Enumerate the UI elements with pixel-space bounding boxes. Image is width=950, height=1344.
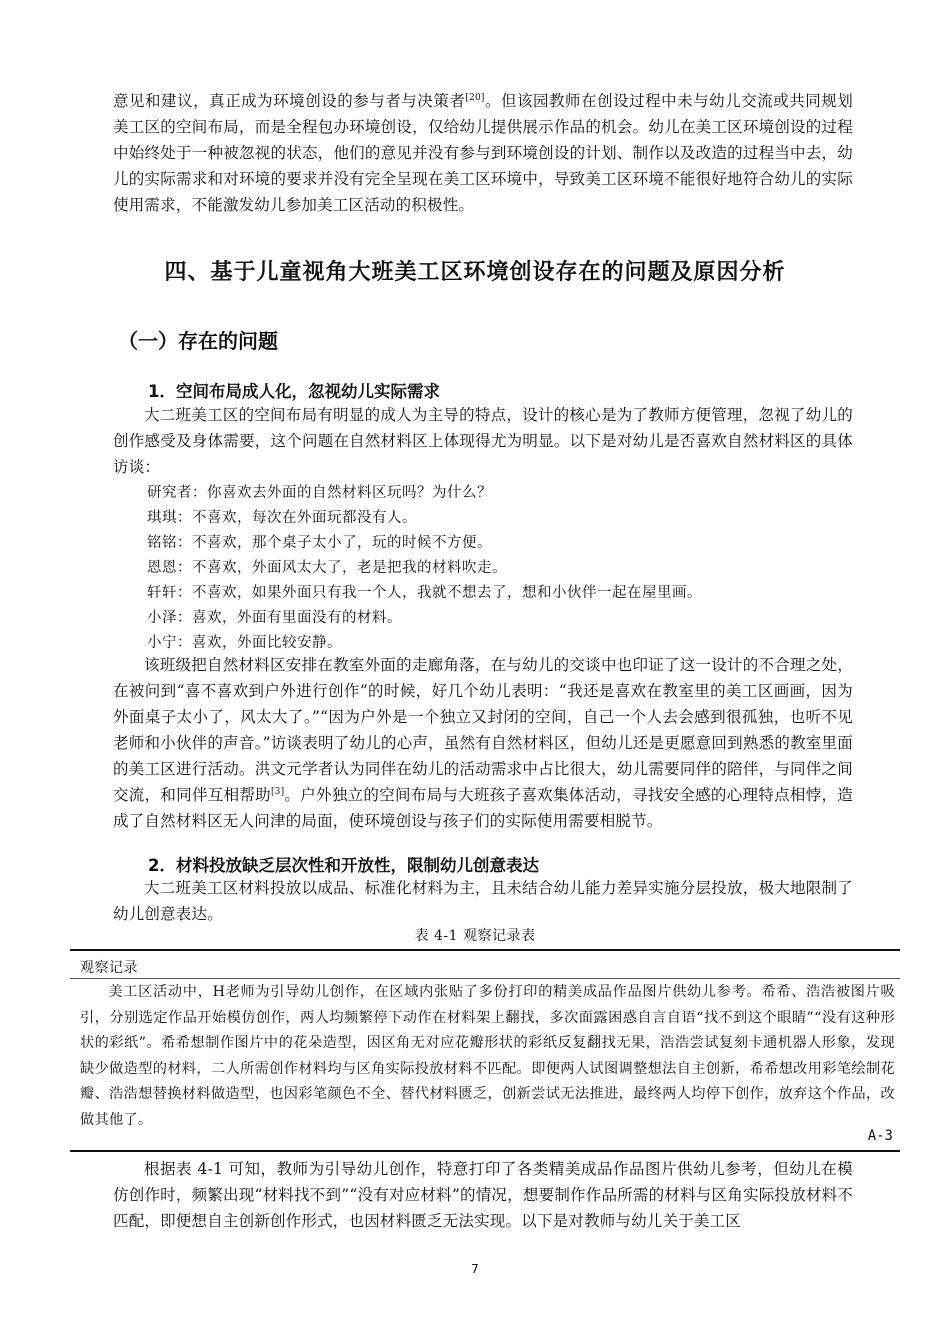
analysis-text-a: 该班级把自然材料区安排在教室外面的走廊角落，在与幼儿的交谈中也印证了这一设计的不合理之处，在被问到“喜不喜欢到户外进行创作”的时候，好几个幼儿表明：“我还是喜欢在教室里的美工区画画，因为外面桌子太小了，风太大了。”“因为户外是一个独立又封闭的空间，自己一个人去会感到很孤独，也听不见老师和小伙伴的声音。”访谈表明了幼儿的心声，虽然有自然材料区，但幼儿还是更愿意回到熟悉的教室里面的美工区进行活动。洪文元学者认为同伴在幼儿的活动需求中占比很大，幼儿需要同伴的陪伴，与同伴之间交流，和同伴互相帮助 <box>113 656 853 804</box>
intro-text-a: 意见和建议，真正成为环境创设的参与者与决策者 <box>113 92 466 110</box>
table-header-rule <box>70 978 900 979</box>
citation-20: [20] <box>465 92 485 103</box>
interview-line: 小泽：喜欢，外面有里面没有的材料。 <box>147 610 402 626</box>
interview-line: 小宁：喜欢，外面比较安静。 <box>147 635 342 651</box>
citation-3: [3] <box>270 786 285 797</box>
interview-line: 琪琪：不喜欢，每次在外面玩都没有人。 <box>147 510 417 526</box>
point2-paragraph: 大二班美工区材料投放以成品、标准化材料为主，且未结合幼儿能力差异实施分层投放，极大地限制了幼儿创意表达。 <box>113 879 853 923</box>
closing-paragraph: 根据表 4-1 可知，教师为引导幼儿创作，特意打印了各类精美成品作品图片供幼儿参考，但幼儿在模仿创作时，频繁出现“材料找不到”“没有对应材料”的情况，想要制作作品所需的材料与区角实际投放材料不匹配，即便想自主创新创作形式，也因材料匮乏无法实现。以下是对教师与幼儿关于美工区 <box>113 1160 853 1230</box>
interview-line: 铭铭：不喜欢，那个桌子太小了，玩的时候不方便。 <box>147 535 492 551</box>
subsection-title: （一）存在的问题 <box>118 329 278 353</box>
intro-text-b: 。但该园教师在创设过程中未与幼儿交流或共同规划美工区的空间布局，而是全程包办环境创设，仅给幼儿提供展示作品的机会。幼儿在美工区环境创设的过程中始终处于一种被忽视的状态，他们的意见并没有参与到环境创设的计划、制作以及改造的过程当中去，幼儿的实际需求和对环境的要求并没有完全呈现在美工区环境中，导致美工区环境不能很好地符合幼儿的实际使用需求，不能激发幼儿参加美工区活动的积极性。 <box>113 92 854 214</box>
interview-line: 恩恩：不喜欢，外面风太大了，老是把我的材料吹走。 <box>147 560 507 576</box>
point1-title: 1．空间布局成人化，忽视幼儿实际需求 <box>148 382 440 401</box>
point1-paragraph: 大二班美工区的空间布局有明显的成人为主导的特点，设计的核心是为了教师方便管理，忽视了幼儿的创作感受及身体需要，这个问题在自然材料区上体现得尤为明显。以下是对幼儿是否喜欢自然材料区的具体访谈： <box>113 406 853 476</box>
interview-line: 轩轩：不喜欢，如果外面只有我一个人，我就不想去了，想和小伙伴一起在屋里画。 <box>147 585 702 601</box>
interview-line: 研究者：你喜欢去外面的自然材料区玩吗？为什么？ <box>147 485 492 501</box>
table-top-rule <box>70 949 900 951</box>
table-header-cell: 观察记录 <box>80 960 138 976</box>
table-body-cell: 美工区活动中，H老师为引导幼儿创作，在区域内张贴了多份打印的精美成品作品图片供幼儿参考。希希、浩浩被图片吸引，分别选定作品开始模仿创作，两人均频繁停下动作在材料架上翻找，多次面露困惑自言自语“找不到这个眼睛”“没有这种形状的彩纸”。希希想制作图片中的花朵造型，因区角无对应花瓣形状的彩纸反复翻找无果，浩浩尝试复刻卡通机器人形象，发现缺少做造型的材料，二人所需创作材料均与区角实际投放材料不匹配。即便两人试图调整想法自主创新，希希想改用彩笔绘制花瓣、浩浩想替换材料做造型，也因彩笔颜色不全、替代材料匮乏，创新尝试无法推进，最终两人均停下创作，放弃这个作品，改做其他了。 <box>80 984 895 1128</box>
page-number: 7 <box>471 1262 479 1276</box>
point2-title: 2．材料投放缺乏层次性和开放性，限制幼儿创意表达 <box>148 856 539 875</box>
table-caption: 表 4-1 观察记录表 <box>414 928 536 944</box>
analysis-paragraph <box>113 652 853 834</box>
table-bottom-rule <box>70 1150 900 1152</box>
table-record-code: A-3 <box>867 1128 893 1144</box>
section-title: 四、基于儿童视角大班美工区环境创设存在的问题及原因分析 <box>164 260 786 285</box>
intro-paragraph <box>113 88 853 218</box>
analysis-text-b: 。户外独立的空间布局与大班孩子喜欢集体活动，寻找安全感的心理特点相悖，造成了自然材料区无人问津的局面，使环境创设与孩子们的实际使用需要相脱节。 <box>113 786 853 830</box>
